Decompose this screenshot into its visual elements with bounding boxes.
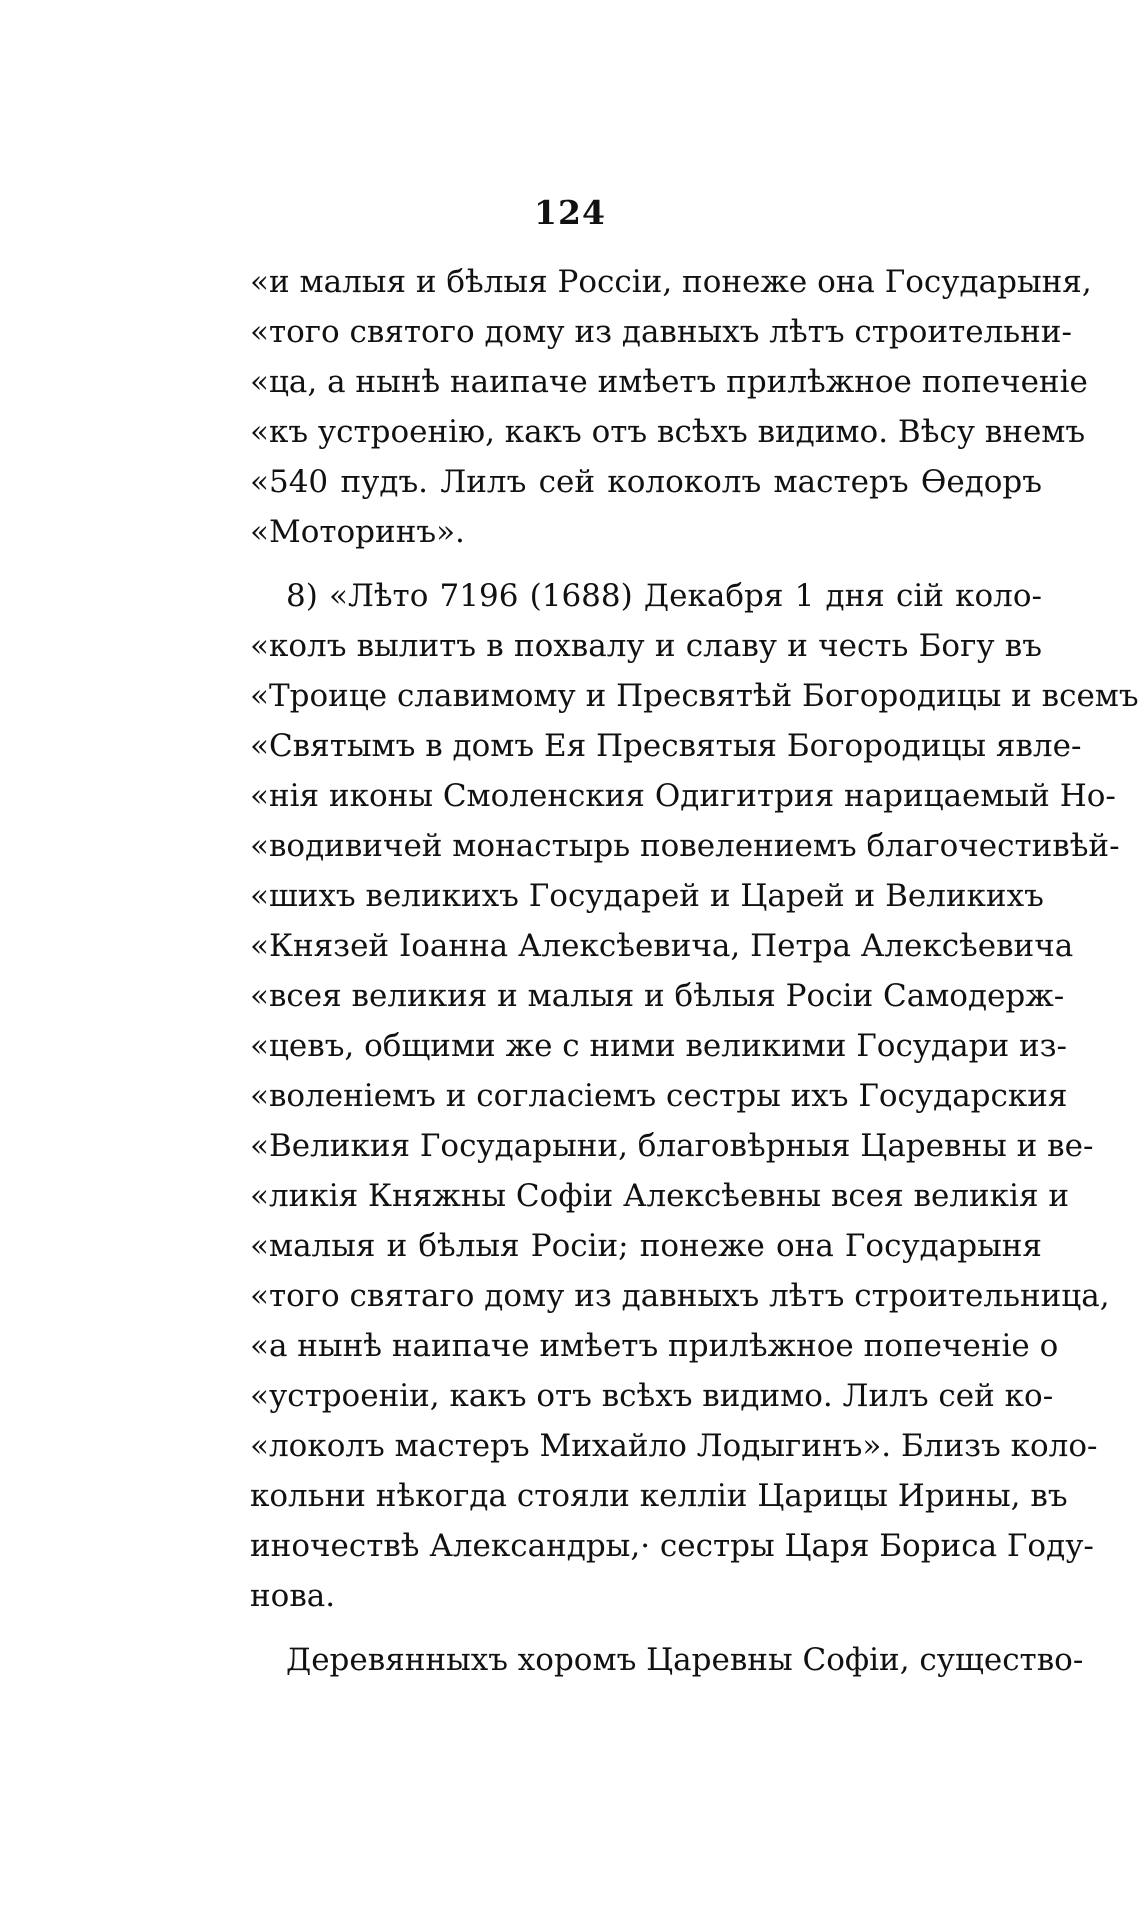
text-line: «540 пудъ. Лилъ сей колоколъ мастеръ Ѳедоръ	[250, 464, 1042, 500]
text-line: «цевъ, общими же с ними великими Государи из-	[250, 1028, 1068, 1064]
text-line: «нія иконы Смоленския Одигитрия нарицаемый Но-	[250, 778, 1116, 814]
text-line: «Святымъ в домъ Ея Пресвятыя Богородицы явле-	[250, 728, 1082, 764]
text-line: «того святого дому из давныхъ лѣтъ строительни-	[250, 314, 1072, 350]
text-line: «Великия Государыни, благовѣрныя Царевны и ве-	[250, 1128, 1094, 1164]
text-line: «колъ вылитъ в похвалу и славу и честь Богу въ	[250, 628, 1042, 664]
text-line: кольни нѣкогда стояли келліи Царицы Ирины, въ	[250, 1478, 1068, 1514]
text-line: «воленіемъ и согласіемъ сестры ихъ Государския	[250, 1078, 1068, 1114]
text-line: «Князей Іоанна Алексѣевича, Петра Алексѣевича	[250, 928, 1074, 964]
text-line: «ца, а нынѣ наипаче имѣетъ прилѣжное попеченіе	[250, 364, 1088, 400]
text-line: «устроеніи, какъ отъ всѣхъ видимо. Лилъ сей ко-	[250, 1378, 1054, 1414]
text-line: нова.	[250, 1578, 336, 1614]
paragraph	[250, 257, 1092, 557]
text-line: 8) «Лѣто 7196 (1688) Декабря 1 дня сій коло-	[286, 578, 1042, 614]
text-line: «локолъ мастеръ Михайло Лодыгинъ». Близъ коло-	[250, 1428, 1098, 1464]
text-line: «водивичей монастырь повелениемъ благочестивѣй-	[250, 828, 1120, 864]
text-line: Деревянныхъ хоромъ Царевны Софіи, существо-	[286, 1642, 1084, 1678]
text-line: «и малыя и бѣлыя Россіи, понеже она Государыня,	[250, 264, 1092, 300]
text-line: «малыя и бѣлыя Росіи; понеже она Государыня	[250, 1228, 1042, 1264]
paragraph	[250, 1635, 1084, 1685]
text-line: иночествѣ Александры,· сестры Царя Бориса Году-	[250, 1528, 1094, 1564]
text-line: «шихъ великихъ Государей и Царей и Великихъ	[250, 878, 1044, 914]
text-line: «того святаго дому из давныхъ лѣтъ строительница,	[250, 1278, 1110, 1314]
page-body-text	[250, 257, 1139, 1685]
paragraph-gap	[250, 557, 1042, 571]
text-line: «ликія Княжны Софіи Алексѣевны всея великія и	[250, 1178, 1070, 1214]
text-line: «къ устроенію, какъ отъ всѣхъ видимо. Вѣсу внемъ	[250, 414, 1086, 450]
text-line: «Моторинъ».	[250, 514, 465, 550]
page-number: 124	[534, 193, 606, 232]
text-line: «а нынѣ наипаче имѣетъ прилѣжное попеченіе о	[250, 1328, 1059, 1364]
text-line: «Троице славимому и Пресвятѣй Богородицы и всемъ	[250, 678, 1139, 714]
paragraph-gap	[250, 1621, 1042, 1635]
paragraph	[250, 571, 1139, 1621]
text-line: «всея великия и малыя и бѣлыя Росіи Самодерж-	[250, 978, 1065, 1014]
